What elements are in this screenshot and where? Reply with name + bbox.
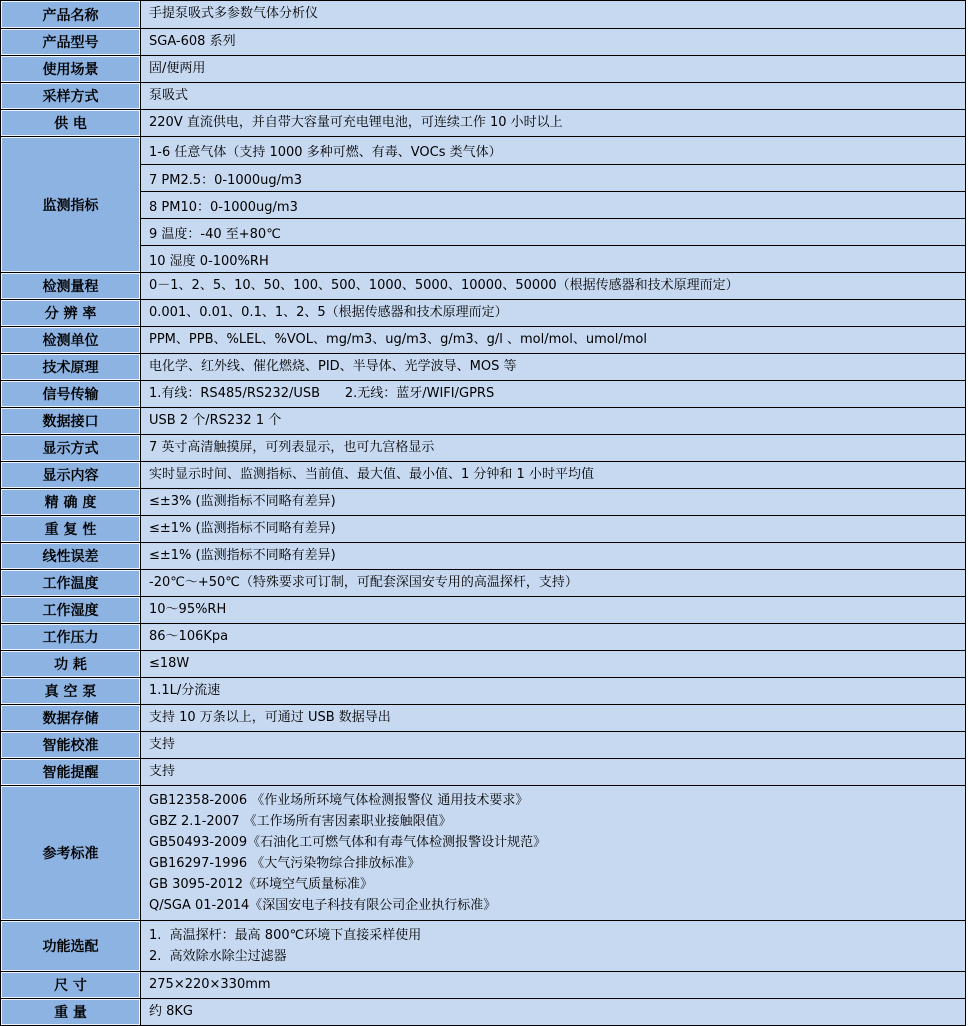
- table-row-data-storage: [1, 704, 965, 731]
- table-row-smart-calibration: [1, 731, 965, 758]
- table-row-power-consumption: [1, 650, 965, 677]
- table-row-working-humidity: [1, 596, 965, 623]
- table-row-accuracy: [1, 488, 965, 515]
- row-value: -20℃～+50℃（特殊要求可订制，可配套深国安专用的高温探杆，支持）: [141, 570, 965, 596]
- row-value: 固/便两用: [141, 56, 965, 82]
- monitoring-indicator-item: 10 湿度 0-100%RH: [141, 245, 965, 272]
- reference-standard-item: GB16297-1996 《大气污染物综合排放标准》: [149, 856, 421, 871]
- reference-standard-item: GB 3095-2012《环境空气质量标准》: [149, 877, 373, 892]
- row-value: 支持 10 万条以上，可通过 USB 数据导出: [141, 705, 965, 731]
- row-value: 约 8KG: [141, 999, 965, 1025]
- row-value: 泵吸式: [141, 83, 965, 109]
- row-label: 数据接口: [1, 408, 141, 434]
- table-row-power-supply: [1, 109, 965, 136]
- table-row-dimensions: [1, 971, 965, 998]
- table-row-weight: [1, 998, 965, 1025]
- table-row-data-interface: [1, 407, 965, 434]
- monitoring-indicator-item: 7 PM2.5：0-1000ug/m3: [141, 164, 965, 191]
- row-label: 采样方式: [1, 83, 141, 109]
- row-label: 智能提醒: [1, 759, 141, 785]
- row-value: 电化学、红外线、催化燃烧、PID、半导体、光学波导、MOS 等: [141, 354, 965, 380]
- row-value: 1.有线：RS485/RS232/USB 2.无线：蓝牙/WIFI/GPRS: [141, 381, 965, 407]
- row-label: 使用场景: [1, 56, 141, 82]
- monitoring-indicator-item: 1-6 任意气体（支持 1000 多种可燃、有毒、VOCs 类气体）: [149, 145, 502, 160]
- optional-feature-item: 1. 高温探杆：最高 800℃环境下直接采样使用: [149, 928, 422, 943]
- row-value: USB 2 个/RS232 1 个: [141, 408, 965, 434]
- row-label: 数据存储: [1, 705, 141, 731]
- row-value: 支持: [141, 732, 965, 758]
- table-row-signal-transmission: [1, 380, 965, 407]
- row-label: 显示方式: [1, 435, 141, 461]
- row-label: 线性误差: [1, 543, 141, 569]
- row-value: 220V 直流供电，并自带大容量可充电锂电池，可连续工作 10 小时以上: [141, 110, 965, 136]
- table-row-display-content: [1, 461, 965, 488]
- reference-standard-list: [141, 786, 965, 920]
- table-row-display-mode: [1, 434, 965, 461]
- row-value: ≤18W: [141, 651, 965, 677]
- reference-standard-item: GB12358-2006 《作业场所环境气体检测报警仪 通用技术要求》: [149, 793, 529, 808]
- table-row-sampling-method: [1, 82, 965, 109]
- optional-feature-list: [141, 921, 965, 971]
- row-value: SGA-608 系列: [141, 29, 965, 55]
- table-row-monitoring-indicators: [1, 136, 965, 272]
- row-label: 显示内容: [1, 462, 141, 488]
- table-row-working-temperature: [1, 569, 965, 596]
- row-value: 275×220×330mm: [141, 972, 965, 998]
- row-label: 真 空 泵: [1, 678, 141, 704]
- row-label: 产品名称: [1, 1, 141, 28]
- row-value: 手提泵吸式多参数气体分析仪: [141, 1, 965, 28]
- reference-standard-item: GBZ 2.1-2007 《工作场所有害因素职业接触限值》: [149, 814, 452, 829]
- table-row-smart-reminder: [1, 758, 965, 785]
- row-label: 监测指标: [1, 137, 141, 272]
- optional-feature-item: 2. 高效除水除尘过滤器: [149, 949, 287, 964]
- table-row-repeatability: [1, 515, 965, 542]
- row-label: 工作温度: [1, 570, 141, 596]
- row-label: 检测单位: [1, 327, 141, 353]
- monitoring-indicator-item: 8 PM10：0-1000ug/m3: [141, 191, 965, 218]
- row-label: 智能校准: [1, 732, 141, 758]
- row-value: 实时显示时间、监测指标、当前值、最大值、最小值、1 分钟和 1 小时平均值: [141, 462, 965, 488]
- row-label: 信号传输: [1, 381, 141, 407]
- row-label: 精 确 度: [1, 489, 141, 515]
- table-row-detection-range: [1, 272, 965, 299]
- table-row-linearity-error: [1, 542, 965, 569]
- row-value: 0.001、0.01、0.1、1、2、5（根据传感器和技术原理而定）: [141, 300, 965, 326]
- row-value: 1.1L/分流速: [141, 678, 965, 704]
- row-label: 功 耗: [1, 651, 141, 677]
- table-row-usage-scene: [1, 55, 965, 82]
- row-value: 10～95%RH: [141, 597, 965, 623]
- table-row-optional-features: [1, 920, 965, 971]
- row-label: 重 量: [1, 999, 141, 1025]
- row-label: 功能选配: [1, 921, 141, 971]
- row-value: 7 英寸高清触摸屏，可列表显示，也可九宫格显示: [141, 435, 965, 461]
- row-label: 供 电: [1, 110, 141, 136]
- row-label: 产品型号: [1, 29, 141, 55]
- table-row-product-name: [1, 1, 965, 28]
- row-label: 检测量程: [1, 273, 141, 299]
- row-label: 重 复 性: [1, 516, 141, 542]
- reference-standard-item: Q/SGA 01-2014《深国安电子科技有限公司企业执行标准》: [149, 898, 497, 913]
- table-row-reference-standards: [1, 785, 965, 920]
- row-label: 工作湿度: [1, 597, 141, 623]
- row-label: 工作压力: [1, 624, 141, 650]
- monitoring-indicator-list: [141, 137, 965, 272]
- table-row-vacuum-pump: [1, 677, 965, 704]
- row-value: 86～106Kpa: [141, 624, 965, 650]
- row-value: 支持: [141, 759, 965, 785]
- table-row-working-pressure: [1, 623, 965, 650]
- table-row-model: [1, 28, 965, 55]
- row-value: PPM、PPB、%LEL、%VOL、mg/m3、ug/m3、g/m3、g/l 、mol/mol、umol/mol: [141, 327, 965, 353]
- row-label: 分 辨 率: [1, 300, 141, 326]
- row-value: ≤±1% (监测指标不同略有差异): [141, 516, 965, 542]
- row-value: 0－1、2、5、10、50、100、500、1000、5000、10000、50000（根据传感器和技术原理而定）: [141, 273, 965, 299]
- reference-standard-item: GB50493-2009《石油化工可燃气体和有毒气体检测报警设计规范》: [149, 835, 547, 850]
- table-row-technical-principle: [1, 353, 965, 380]
- row-label: 参考标准: [1, 786, 141, 920]
- table-row-resolution: [1, 299, 965, 326]
- row-label: 尺 寸: [1, 972, 141, 998]
- row-value: ≤±3% (监测指标不同略有差异): [141, 489, 965, 515]
- table-row-detection-unit: [1, 326, 965, 353]
- row-label: 技术原理: [1, 354, 141, 380]
- monitoring-indicator-item: 9 温度：-40 至+80℃: [141, 218, 965, 245]
- row-value: ≤±1% (监测指标不同略有差异): [141, 543, 965, 569]
